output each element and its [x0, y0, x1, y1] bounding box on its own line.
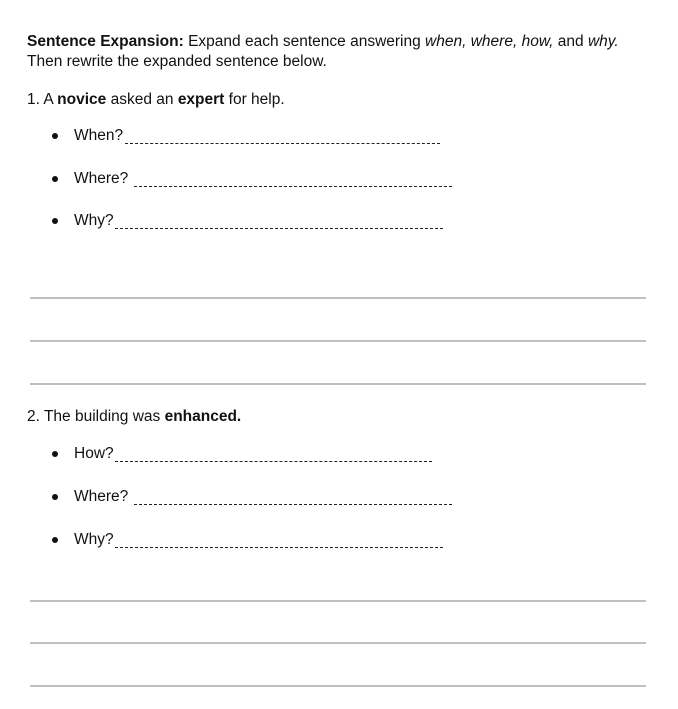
word-how: how,: [517, 33, 554, 50]
rewrite-line[interactable]: [30, 297, 646, 299]
sentence-2-start: 2. The building was: [27, 408, 165, 425]
instructions-line-2: Then rewrite the expanded sentence below.: [27, 53, 327, 70]
prompt-why: Why?: [74, 531, 114, 548]
sentence-2: [27, 408, 241, 426]
rewrite-line[interactable]: [30, 340, 646, 342]
answer-blank-where[interactable]: [134, 504, 452, 505]
sentence-1: [27, 91, 285, 109]
sentence-1-mid: asked an: [106, 91, 178, 108]
bullet-icon: [52, 451, 58, 457]
prompt-when: When?: [74, 127, 124, 144]
sentence-1-start: 1. A: [27, 91, 58, 108]
sentence-1-end: for help.: [224, 91, 285, 108]
answer-blank-when[interactable]: [125, 143, 440, 144]
word-where: where,: [466, 33, 518, 50]
bullet-icon: [52, 176, 58, 182]
prompt-how: How?: [74, 445, 114, 462]
word-why: why.: [587, 33, 619, 50]
prompt-where: Where?: [74, 170, 129, 187]
instructions-line-1: [27, 33, 619, 51]
prompt-why: Why?: [74, 212, 114, 229]
rewrite-line[interactable]: [30, 685, 646, 687]
answer-blank-where[interactable]: [134, 186, 452, 187]
bullet-icon: [52, 218, 58, 224]
instructions-text: Expand each sentence answering: [183, 33, 426, 50]
rewrite-line[interactable]: [30, 642, 646, 644]
word-expert: expert: [177, 91, 225, 108]
prompt-where: Where?: [74, 488, 129, 505]
bullet-icon: [52, 133, 58, 139]
answer-blank-how[interactable]: [115, 461, 432, 462]
word-enhanced: enhanced.: [164, 408, 242, 425]
instructions-label: Sentence Expansion:: [27, 33, 184, 50]
rewrite-line[interactable]: [30, 383, 646, 385]
rewrite-line[interactable]: [30, 600, 646, 602]
word-when: when,: [425, 33, 467, 50]
word-and: and: [553, 33, 588, 50]
bullet-icon: [52, 494, 58, 500]
word-novice: novice: [57, 91, 107, 108]
bullet-icon: [52, 537, 58, 543]
answer-blank-why[interactable]: [115, 547, 443, 548]
answer-blank-why[interactable]: [115, 228, 443, 229]
